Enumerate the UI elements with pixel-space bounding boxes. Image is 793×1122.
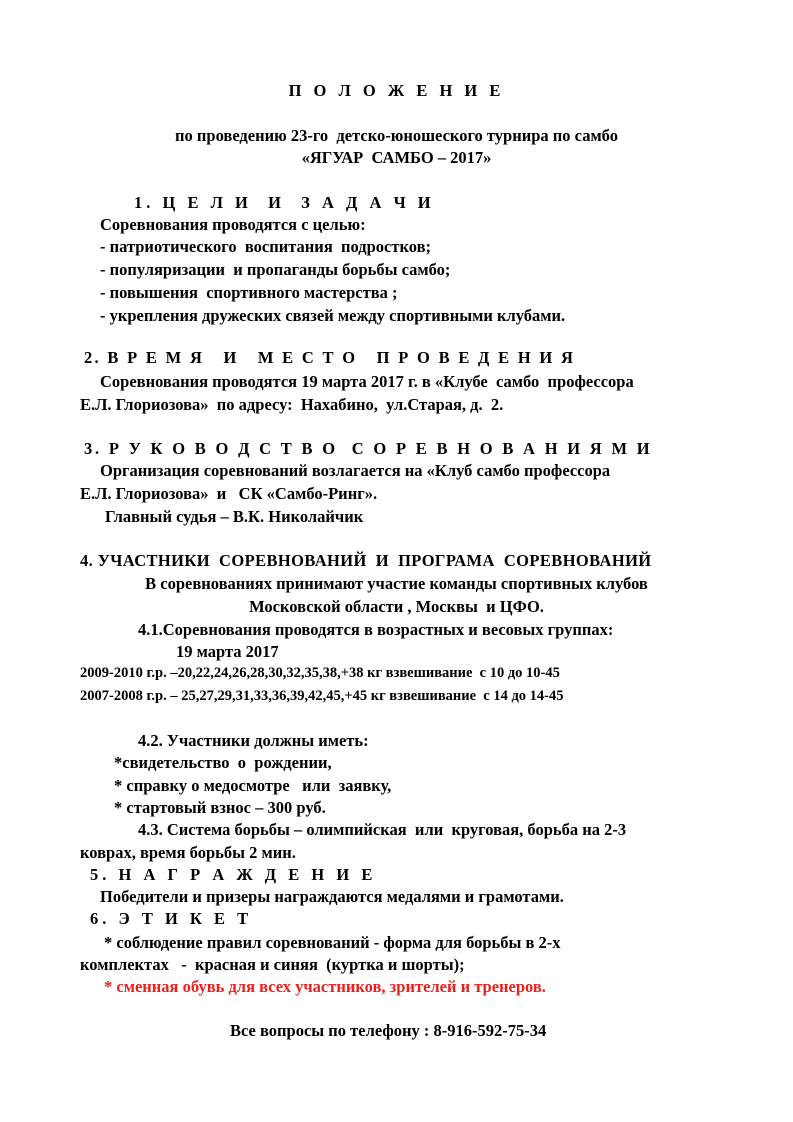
section-1-intro: Соревнования проводятся с целью:	[100, 215, 366, 234]
section-4-line: В соревнованиях принимают участие команды спортивных клубов	[145, 574, 648, 593]
clause-4-3: коврах, время борьбы 2 мин.	[80, 843, 296, 862]
etiquette-item-highlight: * сменная обувь для всех участников, зрителей и тренеров.	[104, 977, 546, 996]
requirement-item: *свидетельство о рождении,	[114, 753, 332, 772]
section-4-heading: 4. УЧАСТНИКИ СОРЕВНОВАНИЙ И ПРОГРАМА СОРЕВНОВАНИЙ	[80, 551, 652, 570]
requirement-item: * справку о медосмотре или заявку,	[114, 776, 392, 795]
section-2-line: Е.Л. Глориозова» по адресу: Нахабино, ул.Старая, д. 2.	[80, 395, 504, 414]
document-subtitle: по проведению 23-го детско-юношеского турнира по самбо	[175, 126, 618, 145]
section-5-line: Победители и призеры награждаются медалями и грамотами.	[100, 887, 564, 906]
contact-phone: Все вопросы по телефону : 8-916-592-75-34	[230, 1021, 547, 1040]
section-6-heading: 6. Э Т И К Е Т	[90, 909, 253, 928]
section-3-line: Е.Л. Глориозова» и СК «Самбо-Ринг».	[80, 484, 378, 503]
section-1-heading: 1. Ц Е Л И И З А Д А Ч И	[134, 193, 435, 212]
goal-item: - популяризации и пропаганды борьбы самбо;	[100, 260, 451, 279]
age-group-row: 2009-2010 г.р. –20,22,24,26,28,30,32,35,38,+38 кг взвешивание с 10 до 10-45	[80, 665, 560, 681]
section-5-heading: 5. Н А Г Р А Ж Д Е Н И Е	[90, 865, 377, 884]
section-3-line: Организация соревнований возлагается на «Клуб самбо профессора	[100, 461, 611, 480]
section-3-heading: 3. Р У К О В О Д С Т В О С О Р Е В Н О В А Н И Я М И	[84, 439, 653, 458]
goal-item: - укрепления дружеских связей между спортивными клубами.	[100, 306, 566, 325]
requirement-item: * стартовый взнос – 300 руб.	[114, 798, 326, 817]
etiquette-item: комплектах - красная и синяя (куртка и шорты);	[80, 955, 465, 974]
goal-item: - патриотического воспитания подростков;	[100, 237, 432, 256]
tournament-name: «ЯГУАР САМБО – 2017»	[301, 148, 492, 167]
document-title: П О Л О Ж Е Н И Е	[288, 81, 505, 100]
competition-date: 19 марта 2017	[176, 642, 279, 661]
section-4-line: Московской области , Москвы и ЦФО.	[249, 597, 544, 616]
age-group-row: 2007-2008 г.р. – 25,27,29,31,33,36,39,42,45,+45 кг взвешивание с 14 до 14-45	[80, 688, 564, 704]
section-2-line: Соревнования проводятся 19 марта 2017 г. в «Клубе самбо профессора	[100, 372, 634, 391]
goal-item: - повышения спортивного мастерства ;	[100, 283, 398, 302]
chief-judge: Главный судья – В.К. Николайчик	[105, 507, 364, 526]
etiquette-item: * соблюдение правил соревнований - форма для борьбы в 2-х	[104, 933, 561, 952]
clause-4-3: 4.3. Система борьбы – олимпийская или круговая, борьба на 2-3	[138, 820, 627, 839]
clause-4-1: 4.1.Соревнования проводятся в возрастных и весовых группах:	[138, 620, 614, 639]
clause-4-2: 4.2. Участники должны иметь:	[138, 731, 369, 750]
section-2-heading: 2. В Р Е М Я И М Е С Т О П Р О В Е Д Е Н И Я	[84, 348, 576, 367]
